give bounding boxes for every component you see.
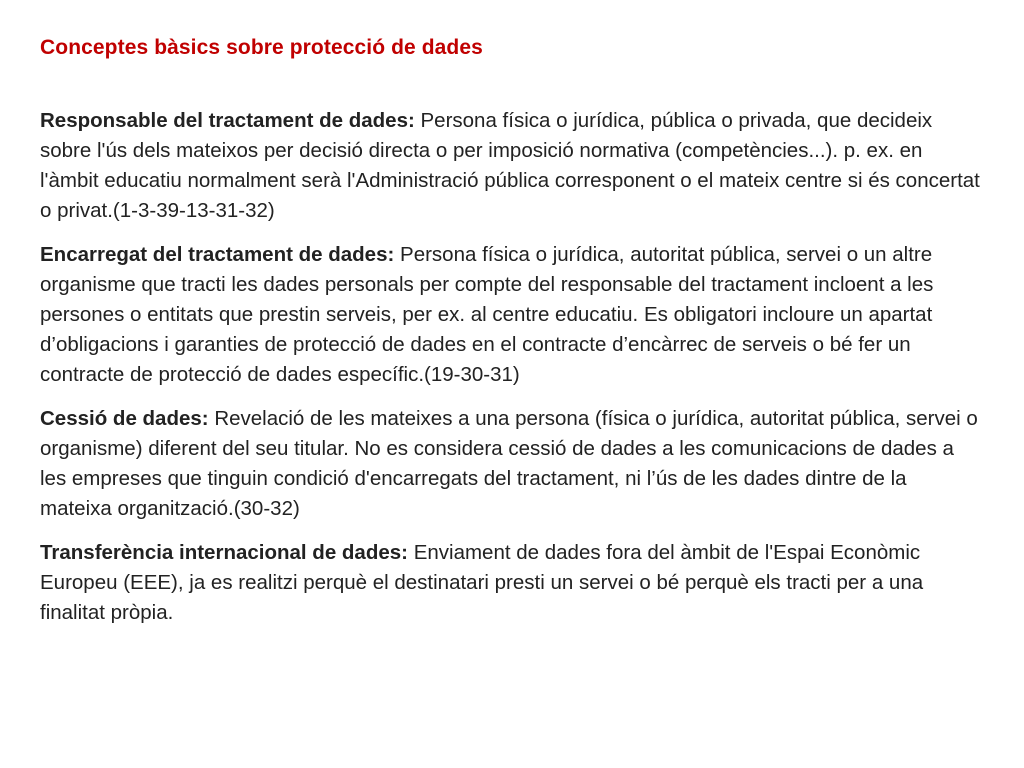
term-label: Encarregat del tractament de dades: xyxy=(40,243,395,266)
definition-encarregat xyxy=(40,240,980,390)
definition-cessio xyxy=(40,404,980,524)
definition-transferencia xyxy=(40,538,980,628)
definition-text: Revelació de les mateixes a una persona (física o jurídica, autoritat pública, servei o organisme) diferent del seu titular. No es considera cessió de dades a les comunicacions de dades a les empreses que tinguin condició d'encarregats del tractament, ni l’ús de les dades dintre de la mateixa organització.(30-32) xyxy=(40,407,978,520)
term-label: Transferència internacional de dades: xyxy=(40,541,408,564)
definition-responsable xyxy=(40,106,980,226)
slide-content xyxy=(40,106,980,642)
term-label: Cessió de dades: xyxy=(40,407,209,430)
slide-title: Conceptes bàsics sobre protecció de dades xyxy=(40,36,483,59)
definition-text: Enviament de dades fora del àmbit de l'Espai Econòmic Europeu (EEE), ja es realitzi perquè el destinatari presti un servei o bé perquè els tracti per a una finalitat pròpia. xyxy=(40,541,924,624)
term-label: Responsable del tractament de dades: xyxy=(40,109,415,132)
definition-text: Persona física o jurídica, autoritat pública, servei o un altre organisme que tracti les dades personals per compte del responsable del tractament incloent a les persones o entitats que prestin serveis, per ex. al centre educatiu. Es obligatori incloure un apartat d’obligacions i garanties de protecció de dades en el contracte d’encàrrec de serveis o bé fer un contracte de protecció de dades específic.(19-30-31) xyxy=(40,243,934,386)
definition-text: Persona física o jurídica, pública o privada, que decideix sobre l'ús dels mateixos per decisió directa o per imposició normativa (competències...). p. ex. en l'àmbit educatiu normalment serà l'Administració pública corresponent o el mateix centre si és concertat o privat.(1-3-39-13-31-32) xyxy=(40,109,980,222)
